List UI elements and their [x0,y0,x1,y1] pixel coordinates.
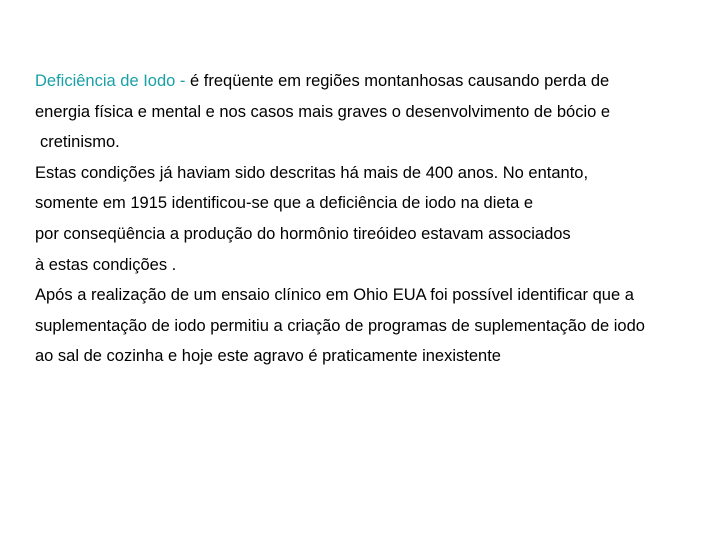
text-line-5: somente em 1915 identificou-se que a deficiência de iodo na dieta e [35,194,534,213]
text-line-10: ao sal de cozinha e hoje este agravo é praticamente inexistente [35,347,501,366]
text-line-1-rest: é freqüente em regiões montanhosas causando perda de [185,72,610,90]
text-line-6: por conseqüência a produção do hormônio tireóideo estavam associados [35,224,571,243]
text-line-3: cretinismo. [40,133,120,152]
text-line-2: energia física e mental e nos casos mais graves o desenvolvimento de bócio e [35,102,611,121]
text-line-8: Após a realização de um ensaio clínico em Ohio EUA foi possível identificar que a [35,286,634,305]
body-text [35,66,720,372]
topic-heading: Deficiência de Iodo - [35,72,186,90]
text-line-7: à estas condições . [35,255,177,274]
text-line-9: suplementação de iodo permitiu a criação de programas de suplementação de iodo [35,316,645,335]
text-line-1 [35,66,720,97]
text-line-4: Estas condições já haviam sido descritas há mais de 400 anos. No entanto, [35,163,589,182]
